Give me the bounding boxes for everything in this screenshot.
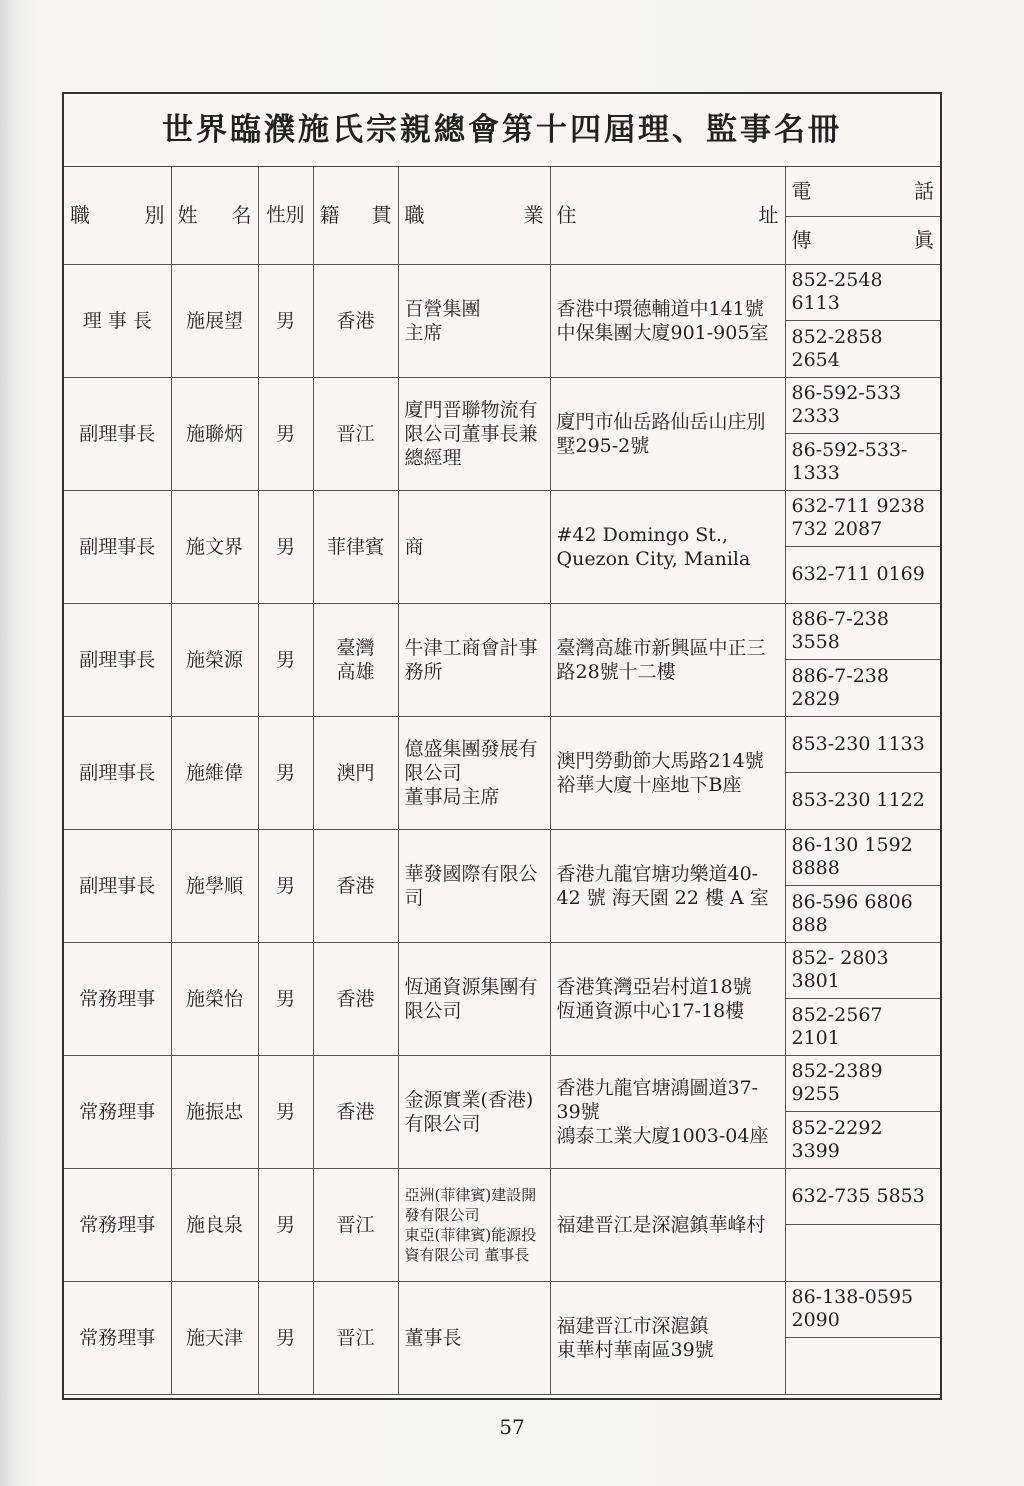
cell-phone: 86-130 1592 8888 xyxy=(785,829,940,886)
cell-address: 福建晋江是深滬鎮華峰村 xyxy=(550,1168,785,1281)
cell-occupation: 董事長 xyxy=(398,1281,550,1394)
header-address: 住 址 xyxy=(550,167,785,264)
cell-phone: 886-7-238 3558 xyxy=(785,603,940,660)
cell-address: 廈門市仙岳路仙岳山庄別墅295-2號 xyxy=(550,377,785,490)
cell-name: 施天津 xyxy=(171,1281,258,1394)
roster-frame xyxy=(62,92,942,1400)
cell-position: 常務理事 xyxy=(64,1281,171,1394)
table-row xyxy=(64,377,940,434)
cell-phone: 632-735 5853 xyxy=(785,1168,940,1225)
header-name: 姓 名 xyxy=(171,167,258,264)
cell-phone: 852- 2803 3801 xyxy=(785,942,940,999)
cell-phone: 86-138-0595 2090 xyxy=(785,1281,940,1338)
cell-origin: 香港 xyxy=(313,829,398,942)
cell-fax: 853-230 1122 xyxy=(785,773,940,830)
table-row xyxy=(64,716,940,773)
cell-fax: 86-592-533-1333 xyxy=(785,434,940,491)
roster-table xyxy=(64,167,940,1395)
table-row xyxy=(64,1168,940,1225)
header-gender: 性別 xyxy=(258,167,313,264)
cell-address: 臺灣高雄市新興區中正三路28號十二樓 xyxy=(550,603,785,716)
cell-occupation: 百營集團 主席 xyxy=(398,264,550,377)
cell-phone: 86-592-533 2333 xyxy=(785,377,940,434)
cell-origin: 晋江 xyxy=(313,377,398,490)
cell-fax xyxy=(785,1225,940,1282)
cell-occupation: 牛津工商會計事務所 xyxy=(398,603,550,716)
cell-fax: 852-2292 3399 xyxy=(785,1112,940,1169)
table-row xyxy=(64,264,940,321)
table-row xyxy=(64,1055,940,1112)
cell-occupation: 億盛集團發展有限公司 董事局主席 xyxy=(398,716,550,829)
cell-origin: 臺灣 高雄 xyxy=(313,603,398,716)
cell-address: #42 Domingo St., Quezon City, Manila xyxy=(550,490,785,603)
cell-gender: 男 xyxy=(258,1055,313,1168)
cell-position: 副理事長 xyxy=(64,377,171,490)
cell-position: 理 事 長 xyxy=(64,264,171,377)
cell-name: 施聯炳 xyxy=(171,377,258,490)
cell-phone: 632-711 9238 732 2087 xyxy=(785,490,940,547)
cell-fax xyxy=(785,1338,940,1395)
header-position: 職 別 xyxy=(64,167,171,264)
header-phone: 電 話 xyxy=(785,167,940,216)
cell-name: 施振忠 xyxy=(171,1055,258,1168)
header-origin: 籍 貫 xyxy=(313,167,398,264)
table-row xyxy=(64,942,940,999)
header-fax: 傳 眞 xyxy=(785,216,940,264)
cell-occupation: 商 xyxy=(398,490,550,603)
cell-occupation: 金源實業(香港)有限公司 xyxy=(398,1055,550,1168)
cell-position: 副理事長 xyxy=(64,716,171,829)
cell-name: 施良泉 xyxy=(171,1168,258,1281)
cell-name: 施榮源 xyxy=(171,603,258,716)
cell-position: 常務理事 xyxy=(64,1055,171,1168)
cell-fax: 886-7-238 2829 xyxy=(785,660,940,717)
cell-address: 香港箕灣亞岩村道18號 恆通資源中心17-18樓 xyxy=(550,942,785,1055)
cell-origin: 晋江 xyxy=(313,1168,398,1281)
cell-fax: 86-596 6806 888 xyxy=(785,886,940,943)
cell-gender: 男 xyxy=(258,1168,313,1281)
cell-origin: 香港 xyxy=(313,1055,398,1168)
cell-position: 常務理事 xyxy=(64,942,171,1055)
page-number: 57 xyxy=(499,1415,525,1439)
cell-gender: 男 xyxy=(258,829,313,942)
cell-name: 施學順 xyxy=(171,829,258,942)
header-occupation: 職 業 xyxy=(398,167,550,264)
cell-name: 施榮怡 xyxy=(171,942,258,1055)
cell-gender: 男 xyxy=(258,716,313,829)
table-row xyxy=(64,1281,940,1338)
cell-origin: 晋江 xyxy=(313,1281,398,1394)
page-title: 世界臨濮施氏宗親總會第十四屆理、監事名冊 xyxy=(64,94,940,167)
cell-name: 施維偉 xyxy=(171,716,258,829)
cell-address: 香港中環德輔道中141號 中保集團大廈901-905室 xyxy=(550,264,785,377)
table-row xyxy=(64,490,940,547)
cell-origin: 香港 xyxy=(313,264,398,377)
cell-fax: 852-2567 2101 xyxy=(785,999,940,1056)
cell-fax: 852-2858 2654 xyxy=(785,321,940,378)
cell-occupation: 恆通資源集團有限公司 xyxy=(398,942,550,1055)
cell-address: 香港九龍官塘鴻圖道37-39號 鴻泰工業大廈1003-04座 xyxy=(550,1055,785,1168)
cell-fax: 632-711 0169 xyxy=(785,547,940,604)
cell-gender: 男 xyxy=(258,1281,313,1394)
cell-gender: 男 xyxy=(258,264,313,377)
cell-origin: 菲律賓 xyxy=(313,490,398,603)
cell-name: 施文界 xyxy=(171,490,258,603)
cell-origin: 香港 xyxy=(313,942,398,1055)
cell-position: 副理事長 xyxy=(64,490,171,603)
cell-position: 常務理事 xyxy=(64,1168,171,1281)
cell-occupation: 華發國際有限公司 xyxy=(398,829,550,942)
cell-address: 福建晋江市深滬鎮 東華村華南區39號 xyxy=(550,1281,785,1394)
cell-position: 副理事長 xyxy=(64,603,171,716)
cell-occupation: 廈門晋聯物流有限公司董事長兼總經理 xyxy=(398,377,550,490)
cell-phone: 852-2548 6113 xyxy=(785,264,940,321)
table-row xyxy=(64,829,940,886)
cell-position: 副理事長 xyxy=(64,829,171,942)
cell-gender: 男 xyxy=(258,490,313,603)
cell-phone: 853-230 1133 xyxy=(785,716,940,773)
cell-gender: 男 xyxy=(258,377,313,490)
cell-gender: 男 xyxy=(258,603,313,716)
table-row xyxy=(64,603,940,660)
cell-name: 施展望 xyxy=(171,264,258,377)
cell-address: 澳門勞動節大馬路214號 裕華大廈十座地下B座 xyxy=(550,716,785,829)
cell-origin: 澳門 xyxy=(313,716,398,829)
cell-occupation: 亞洲(菲律賓)建設開發有限公司 東亞(菲律賓)能源投資有限公司 董事長 xyxy=(398,1168,550,1281)
cell-phone: 852-2389 9255 xyxy=(785,1055,940,1112)
cell-gender: 男 xyxy=(258,942,313,1055)
cell-address: 香港九龍官塘功樂道40-42 號 海天園 22 樓 A 室 xyxy=(550,829,785,942)
